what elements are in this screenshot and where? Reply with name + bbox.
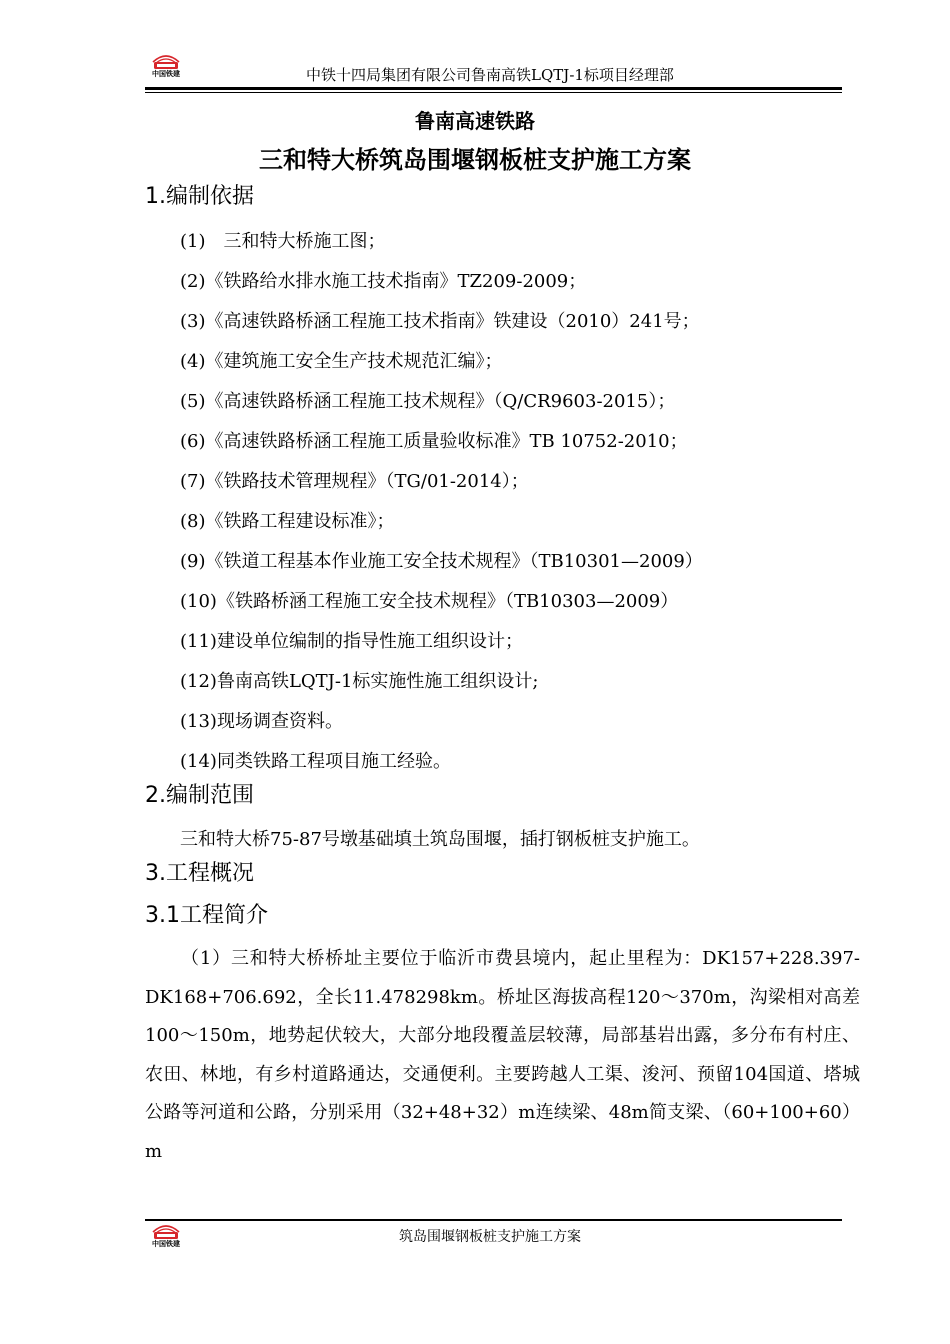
list-item: (10)《铁路桥涵工程施工安全技术规程》（TB10303—2009） — [180, 591, 679, 612]
logo-text: 中国铁建 — [152, 1240, 180, 1248]
overview-paragraph: （1）三和特大桥桥址主要位于临沂市费县境内，起止里程为：DK157+228.397-DK168+706.692，全长11.478298km。桥址区海拔高程120～370m，沟梁相对高差100～150m，地势起伏较大，大部分地段覆盖层较薄，局部基岩出露，多分布有村庄、农田、林地，有乡村道路通达，交通便利。主要跨越人工渠、浚河、预留104国道、塔城公路等河道和公路，分别采用（32+48+32）m连续梁、48m简支梁、（60+100+60）m — [145, 948, 860, 1162]
list-item: (12)鲁南高铁LQTJ-1标实施性施工组织设计; — [180, 671, 539, 692]
list-item: (13)现场调查资料。 — [180, 711, 343, 732]
footer-title: 筑岛围堰钢板桩支护施工方案 — [399, 1229, 581, 1245]
footer-divider — [145, 1219, 842, 1221]
header-divider — [145, 87, 842, 90]
list-item: (7)《铁路技术管理规程》（TG/01-2014）； — [180, 471, 529, 492]
section-heading-scope: 2.编制范围 — [145, 783, 254, 808]
list-item: (6)《高速铁路桥涵工程施工质量验收标准》TB 10752-2010； — [180, 431, 688, 452]
list-item: (2)《铁路给水排水施工技术指南》TZ209-2009； — [180, 271, 587, 292]
header-title: 中铁十四局集团有限公司鲁南高铁LQTJ-1标项目经理部 — [306, 66, 674, 84]
crcc-logo-mark — [150, 52, 182, 70]
section-heading-basis: 1.编制依据 — [145, 184, 254, 209]
subsection-heading-intro: 3.1工程简介 — [145, 903, 268, 928]
crcc-logo-icon — [148, 1222, 184, 1252]
reference-list — [180, 224, 860, 784]
crcc-logo-mark — [150, 1222, 182, 1240]
list-item: (9)《铁道工程基本作业施工安全技术规程》（TB10301—2009） — [180, 551, 703, 572]
list-item: (5)《高速铁路桥涵工程施工技术规程》（Q/CR9603-2015）； — [180, 391, 676, 412]
logo-text: 中国铁建 — [152, 70, 180, 78]
document-subtitle: 鲁南高速铁路 — [415, 109, 535, 133]
document-title: 三和特大桥筑岛围堰钢板桩支护施工方案 — [259, 146, 691, 174]
list-item: (14)同类铁路工程项目施工经验。 — [180, 751, 451, 772]
crcc-logo-icon — [148, 52, 184, 82]
list-item: (11)建设单位编制的指导性施工组织设计； — [180, 631, 523, 652]
section-heading-overview: 3.工程概况 — [145, 861, 254, 886]
header-divider-thin — [145, 92, 842, 93]
list-item: (8)《铁路工程建设标准》； — [180, 511, 395, 532]
list-item: (3)《高速铁路桥涵工程施工技术指南》铁建设（2010）241号； — [180, 311, 700, 332]
list-item: (4)《建筑施工安全生产技术规范汇编》； — [180, 351, 503, 372]
list-item: (1) 三和特大桥施工图； — [180, 231, 386, 252]
scope-text: 三和特大桥75-87号墩基础填土筑岛围堰，插打钢板桩支护施工。 — [180, 829, 700, 850]
